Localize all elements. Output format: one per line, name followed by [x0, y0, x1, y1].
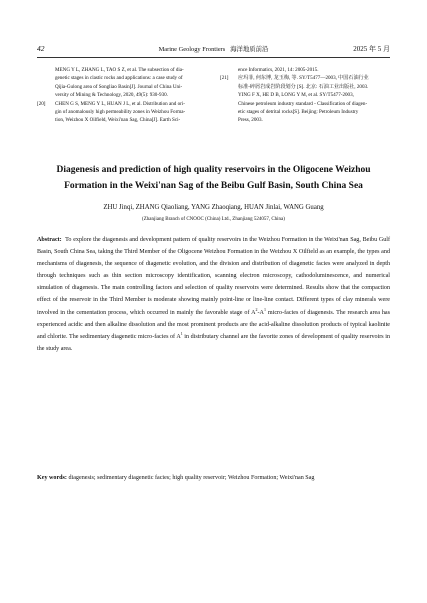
reference-line: gin of anomalously high permeability zones in Weizhou Forma-: [55, 109, 186, 116]
affiliation: (Zhanjiang Branch of CNOOC (China) Ltd., Zhanjiang 524057, China): [142, 217, 285, 222]
reference-line: YING F X, HE D B, LONG Y M, et al. SY/T5477-2003,: [238, 92, 354, 99]
reference-line: [20] CHEN G S, MENG Y L, HUAN J L, et al. Distribution and ori-: [37, 100, 185, 107]
reference-line: Qijia-Gulong area of Songliao Basin[J]. Journal of China Uni-: [55, 83, 183, 90]
reference-column-left: [37, 66, 207, 125]
reference-column-right: [220, 66, 390, 125]
reference-line: versity of Mining & Technology, 2020, 49(5): 930-930.: [55, 92, 168, 99]
title-line: Diagenesis and prediction of high quality reservoirs in the Oligocene Weizhou: [56, 165, 371, 175]
running-header: [37, 44, 390, 54]
keywords-label: Key words:: [37, 475, 67, 481]
header-rule: [37, 57, 390, 58]
keywords: [37, 472, 390, 484]
journal-name: Marine Geology Frontiers 海洋地质前沿: [158, 46, 269, 53]
reference-line: ence Informatics, 2021, 14: 2005-2015.: [238, 67, 319, 73]
paper-title: [30, 162, 397, 194]
title-line: Formation in the Weixi'nan Sag of the Beibu Gulf Basin, South China Sea: [64, 181, 363, 191]
reference-line: Chinese petroleum industry standard - Classification of diagen-: [238, 100, 368, 107]
abstract-label: Abstract:: [37, 237, 62, 243]
reference-line: MENG Y L, ZHANG L, TAO S Z, et al. The subsection of dia-: [55, 67, 184, 73]
reference-line: tion, Weizhou X Oilfield, Weixi'nan Sag, China[J]. Earth Sci-: [55, 117, 181, 124]
reference-line: genetic stages in clastic rocks and applications: a case study of: [55, 75, 183, 82]
page-number: 42: [37, 44, 45, 53]
keywords-text: diagenesis; sedimentary diagenetic facies; high quality reservoir; Weizhou Formation; Weixi'nan Sag: [66, 475, 315, 481]
author-list: ZHU Jinqi, ZHANG Qiaoliang, YANG Zhaoqiang, HUAN Jinlai, WANG Guang: [103, 204, 324, 211]
reference-line: [21] 应玛菲, 何东博, 龙玉梅, 等. SY/T5477—2003, 中国石油行业: [220, 75, 369, 82]
reference-line: etic stages of detrital rocks[S]. Beijing: Petroleum Industry: [238, 109, 359, 116]
abstract: Abstract: To explore the diagenesis and development pattern of quality reservoirs in the Weizhou Formation in the Weixi'nan Sag, Beibu Gulf Basin, South China Sea, taking the Third Member of the Oligocene Weizhou Formation in the Weizhou X Oilfield as an example, the types and mechanisms of diagenesis, the sequence of diagenetic evolution, and the division and distribution of diagenetic facies were analyzed in depth through techniques such as thin section microscopy identification, scanning electron microscopy, cathodoluminescence, and numerical simulation of diagenesis. The main controlling factors and selection of quality reservoirs were determined. Results show that the compaction effect of the reservoir in the Third Member is moderate showing mainly point-line or line-line contact. Different types of clay minerals were involved in the cementation process, which occurred in mainly the favorable stage of $A^2-A^1$ micro-facies of diagenesis. The research area has experienced acidic and then alkaline dissolution and the most prominent products are the acid-alkaline dissolution products of typical kaolinite and chlorite. The sedimentary diagenetic micro-facies of $A^1$ in distributary channel are the favorite zones of development of quality reservoirs in the study area.: [37, 237, 391, 352]
reference-line: Press, 2003.: [238, 117, 263, 124]
reference-line: 标准-碎屑岩成岩阶段划分 [S]. 北京: 石油工业出版社, 2003.: [238, 83, 369, 90]
reference-list: [37, 66, 390, 125]
issue-date: 2025 年 5 月: [353, 45, 390, 53]
